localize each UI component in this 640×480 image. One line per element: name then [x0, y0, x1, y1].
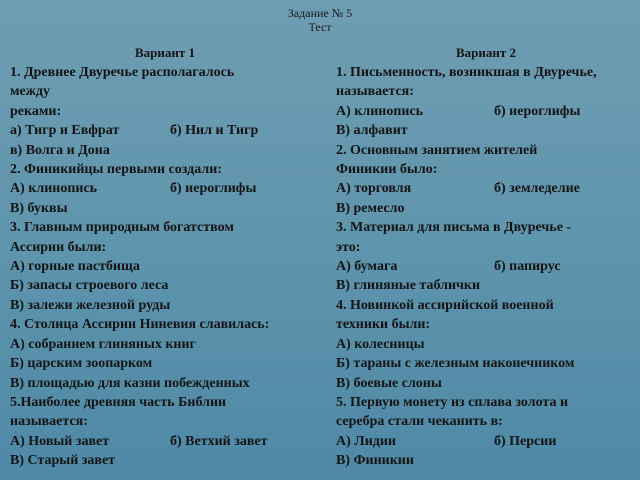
question-line [336, 102, 636, 121]
answer-option-a: а) Тигр и Евфрат [10, 123, 120, 139]
question-line [336, 179, 636, 198]
answer-option-a: А) клинопись [10, 181, 98, 197]
question-line: серебра стали чеканить в: [336, 414, 503, 430]
question-line: В) алфавит [336, 123, 408, 139]
question-line: это: [336, 239, 361, 255]
question-line: В) Финикии [336, 453, 414, 469]
variant-2-title: Вариант 2 [455, 45, 517, 60]
question-line: А) горные пастбища [10, 259, 140, 275]
question-line: В) Старый завет [10, 453, 116, 469]
answer-option-a: А) клинопись [336, 103, 424, 119]
question-line: Б) запасы строевого леса [10, 278, 169, 294]
question-line: В) залежи железной руды [10, 297, 171, 313]
question-line: реками: [10, 103, 62, 119]
question-line: Б) царским зоопарком [10, 356, 153, 372]
question-line: В) буквы [10, 200, 68, 216]
question-line: 4. Новинкой ассирийской военной [336, 297, 554, 313]
question-line: 2. Основным занятием жителей [336, 142, 538, 158]
task-subtitle: Тест [308, 20, 332, 34]
task-title: Задание № 5 [287, 6, 353, 20]
question-line: 2. Финикийцы первыми создали: [10, 162, 222, 178]
question-line: А) колесницы [336, 336, 425, 352]
variant-1-title: Вариант 1 [134, 45, 196, 60]
question-line: 1. Письменность, возникшая в Двуречье, [336, 65, 597, 80]
question-line: Ассирии были: [10, 239, 107, 255]
variant-2-column [336, 45, 636, 471]
variant-2-questions [336, 63, 636, 471]
question-line [10, 179, 320, 198]
question-line: называется: [336, 84, 414, 100]
variant-1-questions [10, 63, 320, 471]
answer-option-a: А) Лидии [336, 433, 396, 449]
slide-title [0, 6, 640, 34]
question-line: Финикии было: [336, 162, 438, 178]
question-line: 5. Первую монету из сплава золота и [336, 394, 569, 410]
answer-option-b: б) Ветхий завет [170, 433, 268, 449]
question-line [10, 432, 320, 451]
question-line: между [10, 84, 50, 100]
question-line: 1. Древнее Двуречье располагалось [10, 65, 235, 80]
question-line: 3. Материал для письма в Двуречье - [336, 220, 572, 236]
answer-option-a: А) бумага [336, 259, 398, 275]
question-line: называется: [10, 414, 88, 430]
question-line: В) боевые слоны [336, 375, 442, 391]
question-line [336, 432, 636, 451]
answer-option-b: б) папирус [494, 259, 561, 275]
answer-option-b: б) Нил и Тигр [170, 123, 259, 139]
answer-option-b: б) земледелие [494, 181, 580, 197]
question-line: В) площадью для казни побежденных [10, 375, 250, 391]
answer-option-b: б) иероглифы [494, 103, 581, 119]
variant-1-column [10, 45, 320, 471]
question-line: в) Волга и Дона [10, 142, 110, 158]
answer-option-a: А) торговля [336, 181, 412, 197]
question-line: 5.Наиболее древняя часть Библии [10, 394, 227, 410]
question-line: 4. Столица Ассирии Ниневия славилась: [10, 317, 270, 333]
question-line: В) глиняные таблички [336, 278, 481, 294]
question-line [336, 257, 636, 276]
question-line: техники были: [336, 317, 431, 333]
question-line: Б) тараны с железным наконечником [336, 356, 575, 372]
question-line: А) собранием глиняных книг [10, 336, 196, 352]
answer-option-a: А) Новый завет [10, 433, 110, 449]
question-line: 3. Главным природным богатством [10, 220, 234, 236]
question-line: В) ремесло [336, 200, 405, 216]
answer-option-b: б) Персии [494, 433, 557, 449]
answer-option-b: б) иероглифы [170, 181, 257, 197]
question-line [10, 121, 320, 140]
